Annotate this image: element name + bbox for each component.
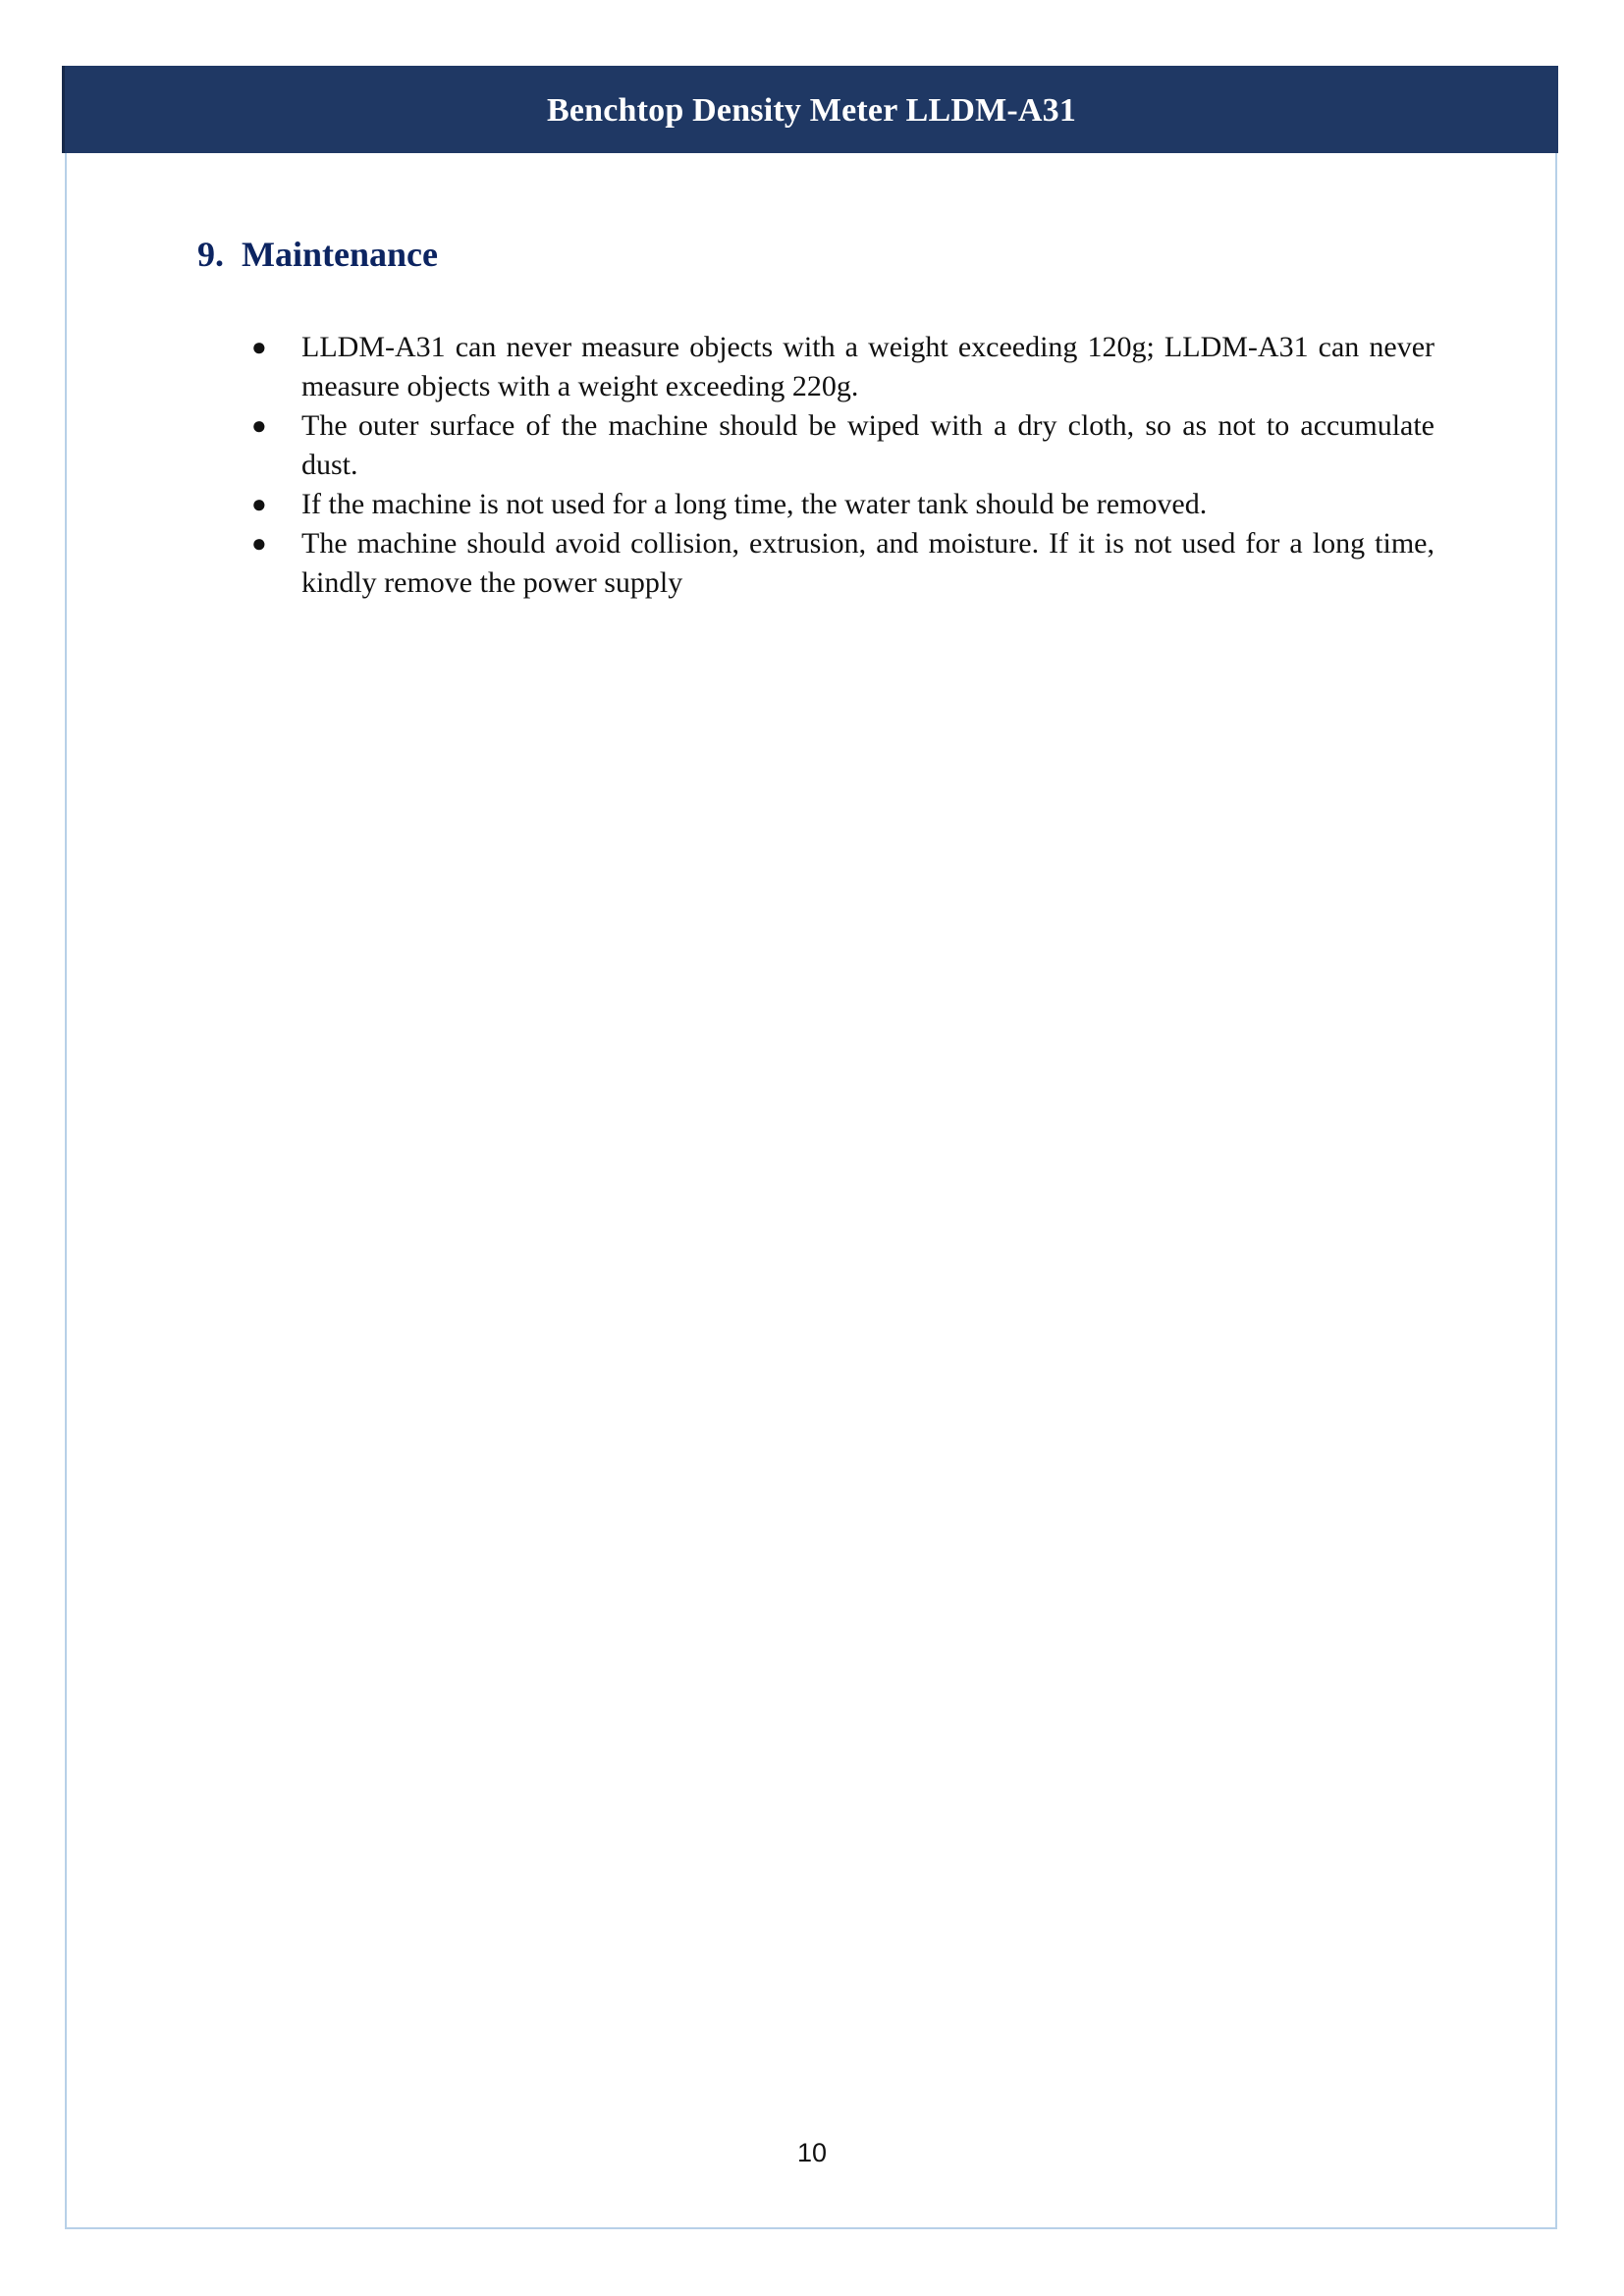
document-header [62, 66, 1558, 153]
section-number: 9. [197, 235, 224, 274]
section-title: Maintenance [242, 235, 438, 274]
list-item [251, 406, 1435, 485]
page-number: 10 [796, 2138, 828, 2167]
bullet-icon: ● [251, 490, 267, 518]
list-item-text: The outer surface of the machine should be wiped with a dry cloth, so as not to accumulate dust. [301, 409, 1435, 481]
section-heading [197, 234, 438, 275]
document-title: Benchtop Density Meter LLDM-A31 [546, 91, 1077, 129]
list-item [251, 485, 1435, 524]
list-item-text: LLDM-A31 can never measure objects with a weight exceeding 120g; LLDM-A31 can never measure objects with a weight exceeding 220g. [301, 331, 1435, 402]
list-item [251, 524, 1435, 603]
bullet-icon: ● [251, 411, 267, 440]
maintenance-list [251, 328, 1435, 603]
bullet-icon: ● [251, 333, 267, 361]
bullet-icon: ● [251, 529, 267, 558]
list-item-text: The machine should avoid collision, extrusion, and moisture. If it is not used for a long time, kindly remove the power supply [301, 527, 1435, 599]
list-item [251, 328, 1435, 406]
list-item-text: If the machine is not used for a long time, the water tank should be removed. [301, 488, 1208, 520]
